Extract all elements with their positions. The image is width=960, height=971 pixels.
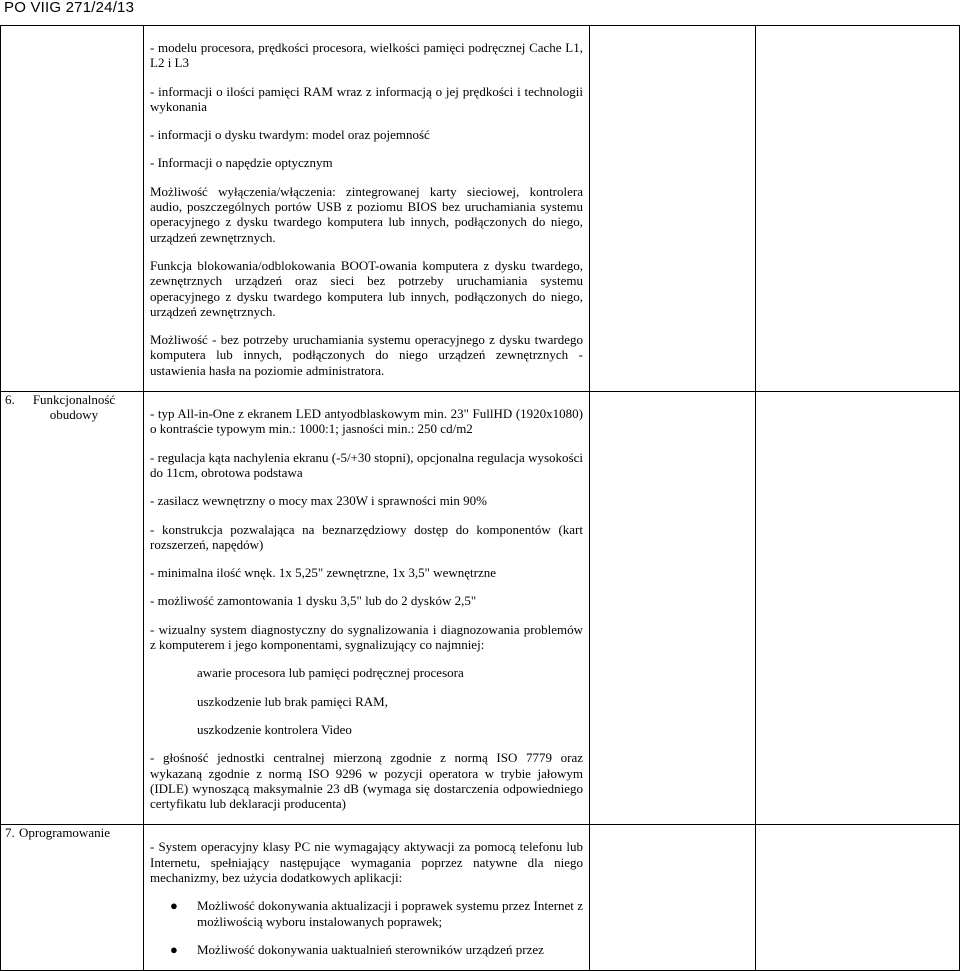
row-number: 6. [5,392,15,408]
row-name: Oprogramowanie [19,825,110,841]
spec-line: Możliwość - bez potrzeby uruchamiania systemu operacyjnego z dysku twardego komputera lub innych, podłączonych do niego urządzeń zewnętrznych - ustawienia hasła na poziomie administratora. [150,332,583,378]
specification-table [0,25,960,971]
spec-line: - zasilacz wewnętrzny o mocy max 230W i sprawności min 90% [150,493,487,509]
row-empty-cell [590,26,756,392]
spec-line: - regulacja kąta nachylenia ekranu (-5/+30 stopni), opcjonalna regulacja wysokości do 11cm, obrotowa podstawa [150,449,583,480]
bullet-icon: ● [170,898,178,914]
spec-line: - informacji o ilości pamięci RAM wraz z informacją o jej prędkości i technologii wykonania [150,83,583,114]
spec-line: - modelu procesora, prędkości procesora, wielkości pamięci podręcznej Cache L1, L2 i L3 [150,40,583,71]
row-spec-cell [144,26,590,392]
row-empty-cell [590,392,756,825]
row-empty-cell [756,26,960,392]
row-empty-cell [590,825,756,971]
row-label-cell [1,825,144,971]
bullet-item [150,942,583,957]
spec-line: - głośność jednostki centralnej mierzoną zgodnie z normą ISO 7779 oraz wykazaną zgodnie z normą ISO 9296 w pozycji operatora w trybie jałowym (IDLE) wynoszącą maksymalnie 23 dB (wymaga się dostarczenia odpowiedniego certyfikatu lub deklaracji producenta) [150,750,583,812]
row-empty-cell [756,825,960,971]
bullet-text: Możliwość dokonywania uaktualnień sterowników urządzeń przez [197,941,544,957]
spec-line: - Informacji o napędzie optycznym [150,155,333,171]
spec-line: - informacji o dysku twardym: model oraz pojemność [150,127,430,143]
row-label-cell [1,392,144,825]
document-code: PO VIIG 271/24/13 [4,0,135,16]
table-row-7 [1,825,960,971]
spec-line: - wizualny system diagnostyczny do sygnalizowania i diagnozowania problemów z komputerem i jego komponentami, sygnalizujący co najmniej: [150,621,583,653]
spec-line: - możliwość zamontowania 1 dysku 3,5" lub do 2 dysków 2,5" [150,593,477,609]
bullet-item [150,898,583,929]
bullet-text: Możliwość dokonywania aktualizacji i poprawek systemu przez Internet z możliwością wyboru instalowanych poprawek; [197,898,583,929]
spec-line: Funkcja blokowania/odblokowania BOOT-owania komputera z dysku twardego, zewnętrznych urządzeń oraz sieci bez potrzeby uruchamiania systemu operacyjnego z dysku twardego komputera lub innych, podłączonych do niego, urządzeń zewnętrznych. [150,257,583,319]
spec-line: Możliwość wyłączenia/włączenia: zintegrowanej karty sieciowej, kontrolera audio, poszczególnych portów USB z poziomu BIOS bez uruchamiania systemu operacyjnego z dysku twardego komputera lub innych, podłączonych do niego, urządzeń zewnętrznych. [150,183,583,245]
spec-line: - konstrukcja pozwalająca na beznarzędziowy dostęp do komponentów (kart rozszerzeń, napędów) [150,521,583,552]
row-empty-cell [756,392,960,825]
row-spec-cell [144,392,590,825]
spec-line: - typ All-in-One z ekranem LED antyodblaskowym min. 23" FullHD (1920x1080) o kontraście typowym min.: 1000:1; jasności min.: 250 cd/m2 [150,406,583,437]
table-row-continuation [1,26,960,392]
row-name: Funkcjonalność obudowy [32,392,116,423]
spec-subitem: awarie procesora lub pamięci podręcznej procesora [197,665,464,681]
table-row-6 [1,392,960,825]
row-spec-cell [144,825,590,971]
row-label-cell [1,26,144,392]
row-number: 7. [5,825,15,841]
bullet-icon: ● [170,941,178,957]
spec-line: - minimalna ilość wnęk. 1x 5,25" zewnętrzne, 1x 3,5" wewnętrzne [150,565,496,581]
spec-subitem: uszkodzenie kontrolera Video [197,721,352,737]
spec-line: - System operacyjny klasy PC nie wymagający aktywacji za pomocą telefonu lub Internetu, spełniający następujące wymagania poprzez natywne dla niego mechanizmy, bez użycia dodatkowych aplikacji: [150,839,583,885]
spec-subitem: uszkodzenie lub brak pamięci RAM, [197,693,388,709]
